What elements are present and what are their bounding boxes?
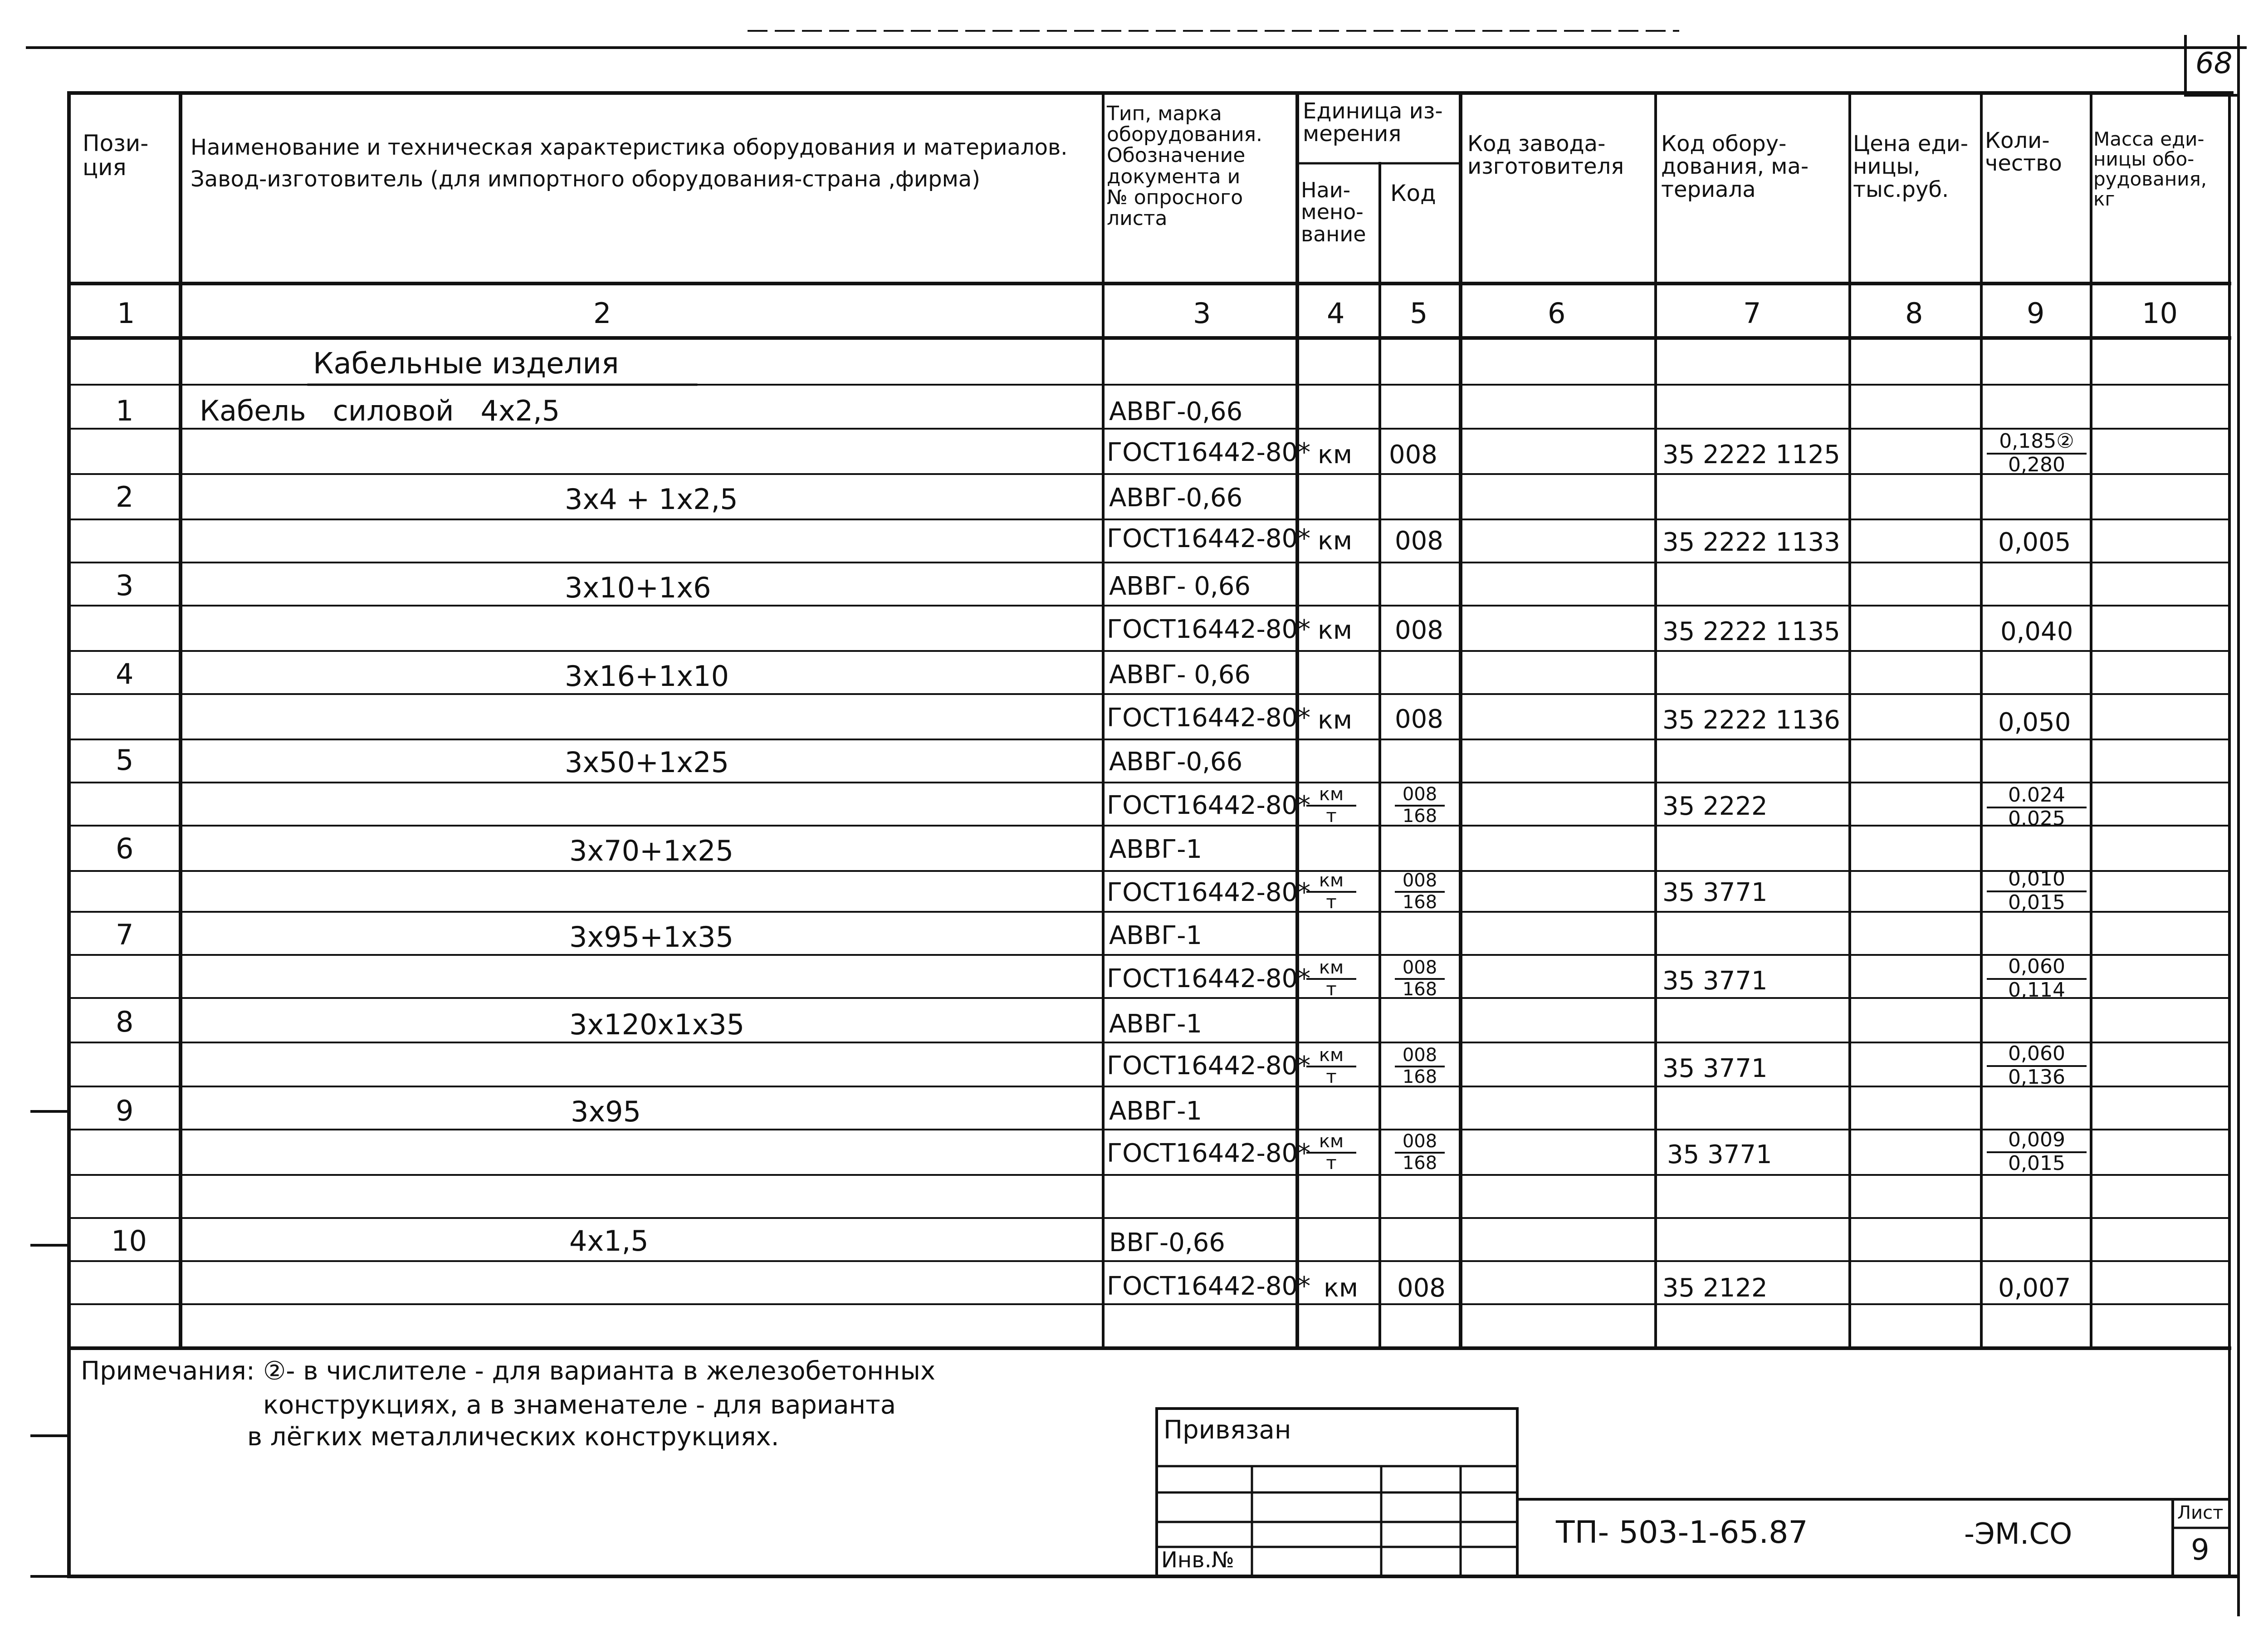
col-number: 1 xyxy=(117,297,135,330)
header-name-line1: Наименование и техническая характеристика оборудования и материалов. xyxy=(191,135,1068,160)
row-standard: ГОСТ16442-80* xyxy=(1107,703,1311,733)
row-quantity: 0,005 xyxy=(1998,528,2071,557)
row-quantity: 0,050 xyxy=(1998,708,2071,737)
header-factory-code: Код завода- изготовителя xyxy=(1467,131,1624,180)
row-unit-code: 008 xyxy=(1395,616,1443,645)
row-type: АВВГ-0,66 xyxy=(1109,483,1243,513)
row-unit-fraction: км т xyxy=(1306,1046,1356,1086)
header-unit-mass: Масса еди- ницы обо- рудования, кг xyxy=(2093,128,2207,210)
row-unit: км xyxy=(1318,705,1353,735)
row-type: ВВГ-0,66 xyxy=(1109,1228,1225,1257)
row-quantity-fraction: $\frac{0,009}{0,015}$ xyxy=(1987,1130,2087,1174)
row-unit-fraction: км т xyxy=(1306,785,1356,826)
row-unit: км xyxy=(1318,526,1353,556)
row-type: АВВГ-1 xyxy=(1109,1096,1202,1126)
row-quantity-fraction: $\frac{0.024}{0.025}$ xyxy=(1987,785,2087,829)
row-equipment-code: 35 2222 1136 xyxy=(1662,705,1840,735)
sheet-number: 9 xyxy=(2191,1533,2209,1567)
row-unit-code: 008 xyxy=(1397,1273,1446,1303)
row-quantity: 0,040 xyxy=(2000,617,2073,646)
row-equipment-code: 35 2222 1135 xyxy=(1662,617,1840,646)
row-unit-fraction: км т xyxy=(1306,871,1356,912)
col-number: 8 xyxy=(1905,297,1923,330)
row-unit: км xyxy=(1324,1273,1359,1303)
row-name: 3x16+1x10 xyxy=(565,660,729,693)
row-name: 3x120x1x35 xyxy=(569,1008,745,1041)
header-name-line2: Завод-изготовитель (для импортного оборудования-страна ,фирма) xyxy=(191,166,980,192)
row-quantity: 0,007 xyxy=(1998,1273,2071,1303)
row-unit-code-fraction: $\frac{008}{168}$ xyxy=(1395,1132,1445,1173)
notes-line-2: конструкциях, а в знаменателе - для варианта xyxy=(263,1390,896,1420)
row-position: 6 xyxy=(116,832,134,865)
col-number: 5 xyxy=(1410,297,1428,330)
row-position: 1 xyxy=(116,394,134,427)
row-standard: ГОСТ16442-80* xyxy=(1107,878,1311,907)
row-equipment-code: 35 3771 xyxy=(1667,1140,1772,1169)
notes-line-1: ②- в числителе - для варианта в железобетонных xyxy=(263,1356,935,1386)
row-standard: ГОСТ16442-80* xyxy=(1107,964,1311,993)
row-standard: ГОСТ16442-80* xyxy=(1107,1272,1311,1301)
row-name: 4x1,5 xyxy=(569,1224,649,1257)
row-position: 9 xyxy=(116,1094,134,1127)
row-equipment-code: 35 2122 xyxy=(1662,1273,1768,1303)
sheet-corner-number: 68 xyxy=(2195,47,2233,80)
row-name: 3x95+1x35 xyxy=(569,920,734,954)
row-unit-code: 008 xyxy=(1389,440,1437,470)
row-quantity-fraction: $\frac{0,010}{0,015}$ xyxy=(1987,869,2087,913)
header-equipment-code: Код обору- дования, ма- териала xyxy=(1661,131,1809,202)
document-code: ТП- 503-1-65.87 xyxy=(1556,1515,1808,1551)
row-type: АВВГ-0,66 xyxy=(1109,747,1243,777)
row-unit: км xyxy=(1318,616,1353,645)
header-type: Тип, марка оборудования. Обозначение документа и № опросного листа xyxy=(1107,102,1262,230)
row-position: 4 xyxy=(116,657,134,690)
document-suffix: -ЭМ.СО xyxy=(1964,1517,2072,1551)
row-quantity-fraction: $\frac{0,060}{0,136}$ xyxy=(1987,1043,2087,1088)
row-name: 3x95 xyxy=(571,1095,641,1128)
row-position: 8 xyxy=(116,1005,134,1038)
row-type: АВВГ-1 xyxy=(1109,921,1202,950)
stamp-tied-label: Привязан xyxy=(1163,1415,1291,1445)
row-equipment-code: 35 3771 xyxy=(1662,966,1768,996)
row-standard: ГОСТ16442-80* xyxy=(1107,438,1311,467)
row-standard: ГОСТ16442-80* xyxy=(1107,1139,1311,1168)
row-unit-code: 008 xyxy=(1395,704,1443,734)
col-number: 2 xyxy=(593,297,611,330)
row-equipment-code: 35 3771 xyxy=(1662,878,1768,907)
notes-line-3: в лёгких металлических конструкциях. xyxy=(247,1422,779,1452)
row-type: АВВГ-1 xyxy=(1109,835,1202,864)
row-quantity-fraction: $\frac{0,060}{0,114}$ xyxy=(1987,956,2087,1001)
row-unit: км xyxy=(1318,440,1353,470)
row-unit-code-fraction: $\frac{008}{168}$ xyxy=(1395,1046,1445,1086)
row-type: АВВГ-0,66 xyxy=(1109,397,1243,426)
sheet-label: Лист xyxy=(2177,1502,2224,1523)
row-equipment-code: 35 2222 1133 xyxy=(1662,528,1840,557)
stamp-inventory-label: Инв.№ xyxy=(1161,1547,1234,1573)
row-unit-fraction: км т xyxy=(1306,958,1356,999)
row-standard: ГОСТ16442-80* xyxy=(1107,791,1311,820)
row-position: 3 xyxy=(116,569,134,602)
row-unit-code: 008 xyxy=(1395,526,1443,556)
row-position: 10 xyxy=(111,1224,147,1257)
col-number: 3 xyxy=(1193,297,1211,330)
row-quantity-fraction: $\frac{\text{0,185②}}{0,280}$ xyxy=(1987,431,2087,475)
row-type: АВВГ- 0,66 xyxy=(1109,660,1251,690)
row-unit-code-fraction: $\frac{008}{168}$ xyxy=(1395,958,1445,999)
row-equipment-code: 35 2222 xyxy=(1662,792,1768,821)
header-unit-code: Код xyxy=(1390,180,1436,206)
row-equipment-code: 35 3771 xyxy=(1662,1054,1768,1083)
row-standard: ГОСТ16442-80* xyxy=(1107,1051,1311,1081)
header-unit-name: Наи- мено- вание xyxy=(1301,178,1366,246)
row-standard: ГОСТ16442-80* xyxy=(1107,524,1311,553)
col-number: 7 xyxy=(1743,297,1761,330)
row-equipment-code: 35 2222 1125 xyxy=(1662,440,1840,470)
col-number: 10 xyxy=(2142,297,2178,330)
header-position: Пози- ция xyxy=(83,130,149,181)
row-name: 3x50+1x25 xyxy=(565,746,729,779)
row-position: 2 xyxy=(116,480,134,514)
col-number: 9 xyxy=(2027,297,2045,330)
row-unit-fraction: км т xyxy=(1306,1132,1356,1173)
notes-label: Примечания: xyxy=(81,1356,255,1386)
row-standard: ГОСТ16442-80* xyxy=(1107,615,1311,644)
header-unit-price: Цена еди- ницы, тыс.руб. xyxy=(1853,131,1969,202)
row-position: 7 xyxy=(116,918,134,951)
row-unit-code-fraction: $\frac{008}{168}$ xyxy=(1395,785,1445,826)
row-name: 3x70+1x25 xyxy=(569,834,734,867)
row-name: 3x4 + 1x2,5 xyxy=(565,483,738,516)
col-number: 4 xyxy=(1327,297,1345,330)
row-name: Кабель силовой 4x2,5 xyxy=(200,394,560,427)
row-type: АВВГ- 0,66 xyxy=(1109,572,1251,601)
header-unit-group: Единица из- мерения xyxy=(1303,98,1443,147)
row-name: 3x10+1x6 xyxy=(565,571,711,604)
row-position: 5 xyxy=(116,744,134,777)
section-title: Кабельные изделия xyxy=(313,347,619,381)
header-quantity: Коли- чество xyxy=(1985,128,2062,176)
row-unit-code-fraction: $\frac{008}{168}$ xyxy=(1395,871,1445,912)
row-type: АВВГ-1 xyxy=(1109,1009,1202,1039)
col-number: 6 xyxy=(1548,297,1566,330)
